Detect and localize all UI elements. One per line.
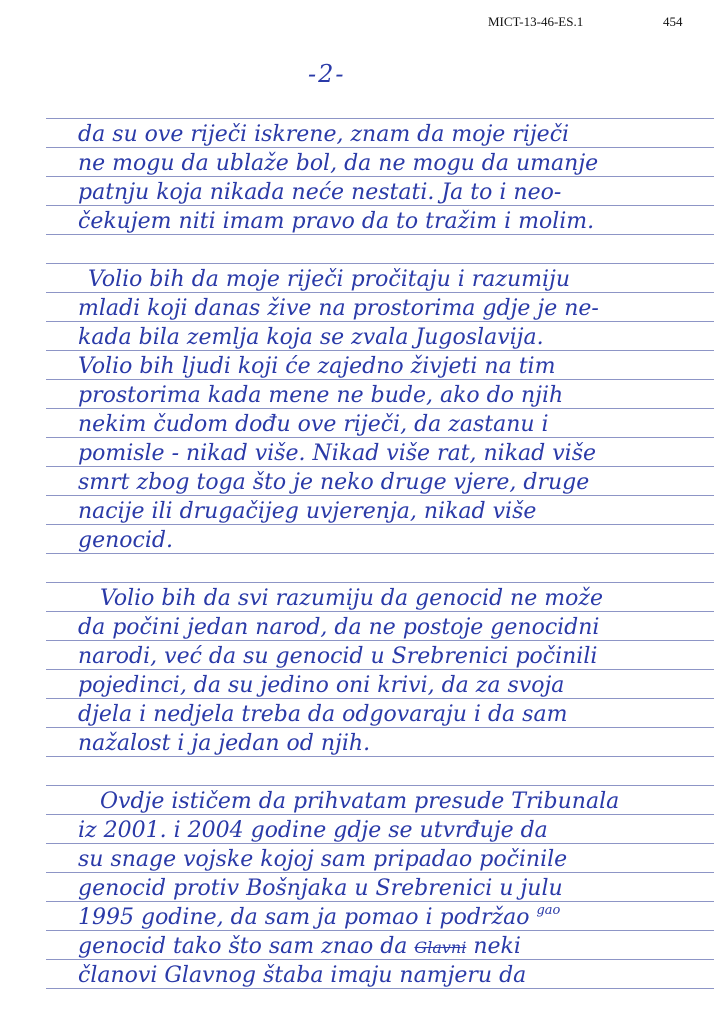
handwritten-line: genocid protiv Bošnjaka u Srebrenici u julu	[78, 876, 563, 901]
handwritten-line	[78, 934, 521, 961]
ruled-line	[46, 582, 714, 583]
inserted-correction: gao	[536, 903, 561, 918]
handwritten-line: genocid.	[78, 528, 173, 553]
handwritten-line: nacije ili drugačijeg uvjerenja, nikad više	[78, 499, 537, 524]
ruled-line	[46, 118, 714, 119]
ruled-line	[46, 785, 714, 786]
handwritten-page-number: -2-	[308, 60, 346, 88]
handwritten-line: čekujem niti imam pravo da to tražim i molim.	[78, 209, 595, 234]
handwritten-line: Volio bih da svi razumiju da genocid ne može	[100, 586, 603, 611]
handwritten-line: smrt zbog toga što je neko druge vjere, druge	[78, 470, 590, 495]
handwritten-line: narodi, već da su genocid u Srebrenici počinili	[78, 644, 598, 669]
handwritten-line: prostorima kada mene ne bude, ako do njih	[78, 383, 564, 408]
handwritten-line: Volio bih da moje riječi pročitaju i razumiju	[88, 267, 571, 292]
handwritten-line: Volio bih ljudi koji će zajedno živjeti na tim	[78, 354, 556, 379]
handwritten-line	[78, 905, 560, 934]
handwritten-line: djela i nedjela treba da odgovaraju i da sam	[78, 702, 568, 727]
handwritten-line: patnju koja nikada neće nestati. Ja to i neo-	[78, 180, 562, 205]
handwritten-line: ne mogu da ublaže bol, da ne mogu da umanje	[78, 151, 599, 176]
handwritten-line: mladi koji danas žive na prostorima gdje je ne-	[78, 296, 599, 321]
handwritten-line: su snage vojske kojoj sam pripadao počinile	[78, 847, 568, 872]
ruled-line	[46, 263, 714, 264]
handwritten-line: pomisle - nikad više. Nikad više rat, nikad više	[78, 441, 597, 466]
handwritten-line: nekim čudom dođu ove riječi, da zastanu i	[78, 412, 549, 437]
line-text: genocid tako što sam znao da	[78, 934, 408, 959]
line-text: 1995 godine, da sam ja pomao i podržao	[78, 905, 530, 930]
handwritten-line: članovi Glavnog štaba imaju namjeru da	[78, 963, 527, 988]
document-reference: MICT-13-46-ES.1	[488, 14, 584, 29]
handwritten-line: iz 2001. i 2004 godine gdje se utvrđuje da	[78, 818, 548, 843]
page-number: 454	[663, 14, 683, 29]
line-text: neki	[473, 934, 521, 959]
handwritten-line: da počini jedan narod, da ne postoje genocidni	[78, 615, 600, 640]
handwritten-line: da su ove riječi iskrene, znam da moje riječi	[78, 122, 570, 147]
handwritten-line: Ovdje ističem da prihvatam presude Tribunala	[100, 789, 620, 814]
handwritten-line: kada bila zemlja koja se zvala Jugoslavija.	[78, 325, 544, 350]
handwritten-line: pojedinci, da su jedino oni krivi, da za svoja	[78, 673, 565, 698]
handwritten-line: nažalost i ja jedan od njih.	[78, 731, 371, 756]
struck-word: Glavni	[414, 938, 467, 957]
